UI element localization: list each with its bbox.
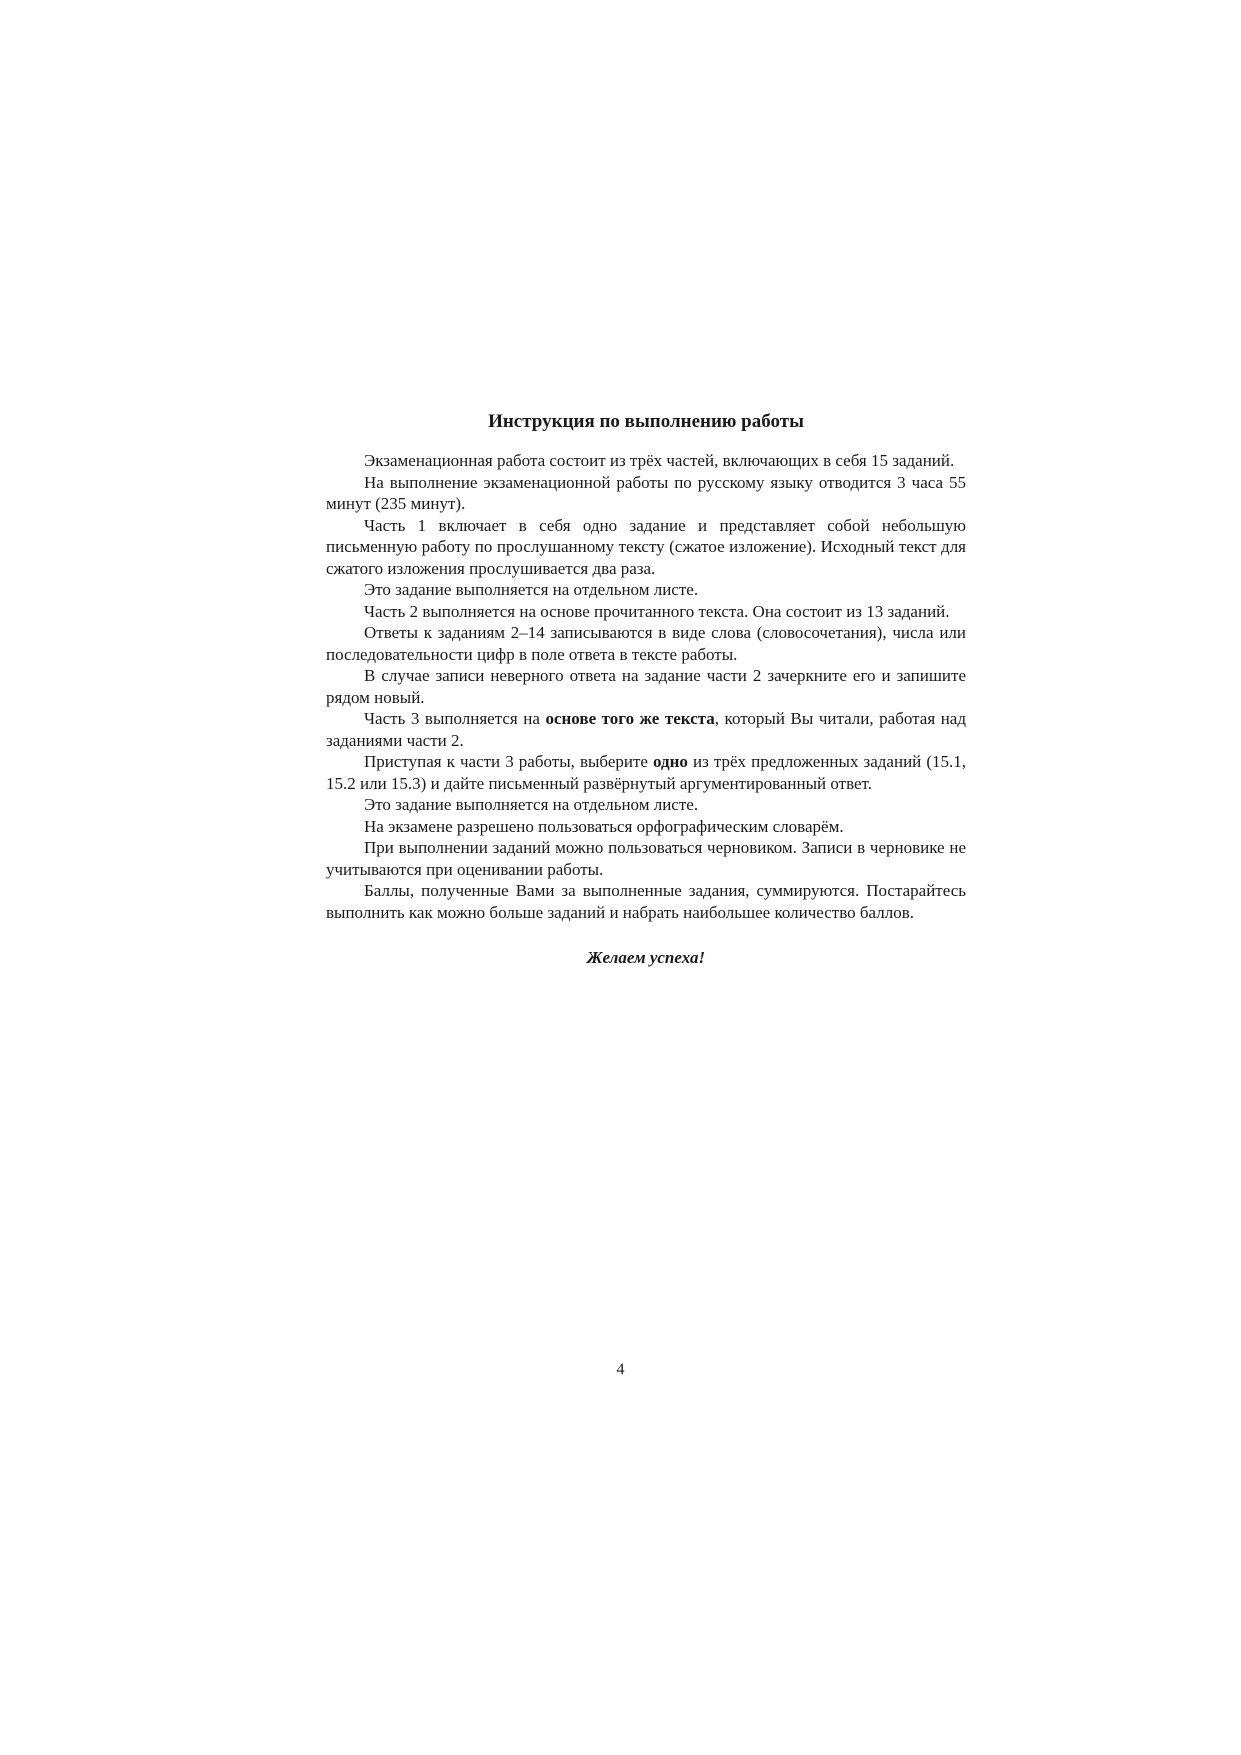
paragraph-part3-text-before: Часть 3 выполняется на: [364, 709, 546, 728]
paragraph-duration: На выполнение экзаменационной работы по русскому языку отводится 3 часа 55 минут (235 минут).: [326, 472, 966, 513]
paragraph-choose-task-text-after: из трёх предложенных заданий (15.1, 15.2 или 15.3) и дайте письменный развёрнутый аргументированный ответ.: [326, 752, 967, 793]
paragraph-part3: [326, 708, 966, 751]
paragraph-choose-task-text-before: Приступая к части 3 работы, выберите: [364, 752, 654, 771]
closing-wish: Желаем успеха!: [586, 948, 706, 967]
page-number: 4: [616, 1361, 625, 1378]
paragraph-wrong-answer: В случае записи неверного ответа на задание части 2 зачеркните его и запишите рядом новый.: [326, 666, 966, 707]
paragraph-choose-task: [326, 751, 966, 794]
paragraph-separate-sheet-1: Это задание выполняется на отдельном листе.: [364, 580, 699, 599]
paragraph-draft: При выполнении заданий можно пользоваться черновиком. Записи в черновике не учитываются при оценивании работы.: [326, 838, 966, 879]
paragraph-parts-count: Экзаменационная работа состоит из трёх частей, включающих в себя 15 заданий.: [364, 451, 955, 470]
page-title: Инструкция по выполнению работы: [488, 411, 804, 432]
paragraph-separate-sheet-2: Это задание выполняется на отдельном листе.: [364, 795, 699, 814]
paragraph-part3-text-after: , который Вы читали, работая над заданиями части 2.: [326, 709, 967, 750]
instructions-block: [326, 410, 966, 969]
paragraph-points: Баллы, полученные Вами за выполненные задания, суммируются. Постарайтесь выполнить как можно больше заданий и набрать наибольшее количество баллов.: [326, 881, 966, 922]
paragraph-dictionary: На экзамене разрешено пользоваться орфографическим словарём.: [364, 816, 844, 836]
paragraph-part2: Часть 2 выполняется на основе прочитанного текста. Она состоит из 13 заданий.: [364, 601, 950, 621]
paragraph-part1: Часть 1 включает в себя одно задание и представляет собой небольшую письменную работу по прослушанному тексту (сжатое изложение). Исходный текст для сжатого изложения прослушивается два раза.: [326, 515, 966, 578]
paragraph-part3-bold: основе того же текста: [545, 709, 715, 728]
paragraph-choose-task-bold: одно: [653, 752, 688, 771]
paragraph-answers: Ответы к заданиям 2–14 записываются в виде слова (словосочетания), числа или последовательности цифр в поле ответа в тексте работы.: [326, 623, 966, 664]
